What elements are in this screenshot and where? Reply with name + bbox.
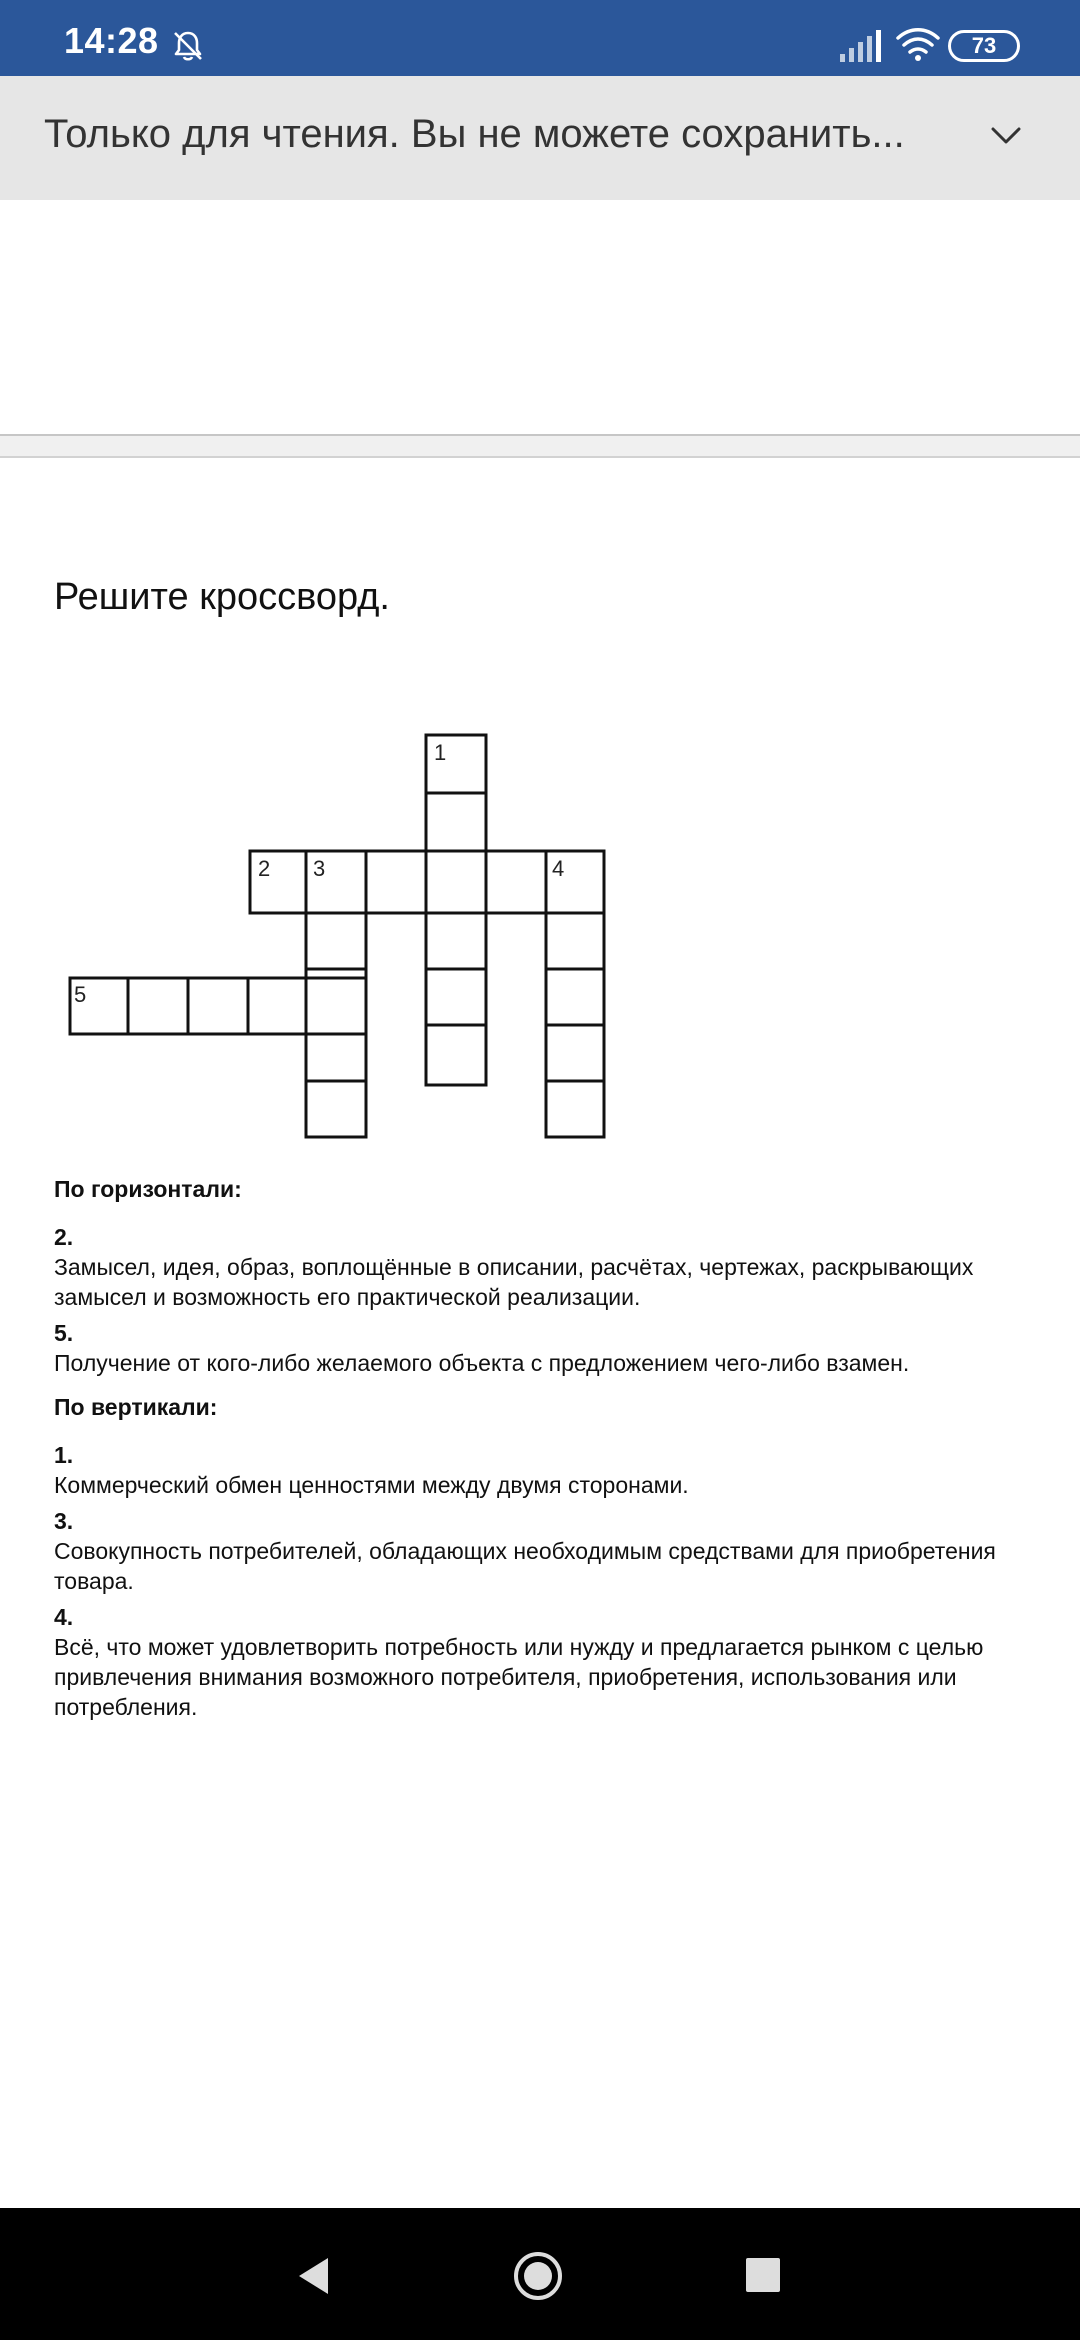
crossword-cell[interactable] <box>426 969 486 1025</box>
across-heading: По горизонтали: <box>54 1176 242 1202</box>
crossword-cell[interactable] <box>426 1025 486 1085</box>
crossword-cell[interactable] <box>188 978 248 1034</box>
crossword-cell[interactable] <box>546 1081 604 1137</box>
clue-text: Совокупность потребителей, обладающих необходимым средствами для приобретения товара. <box>54 1538 996 1594</box>
down-clue-3 <box>54 1506 1034 1596</box>
home-icon[interactable] <box>512 2250 564 2302</box>
across-clue-2 <box>54 1222 1034 1312</box>
crossword-number-4: 4 <box>552 856 565 881</box>
crossword-cell[interactable] <box>248 978 306 1034</box>
crossword-cell[interactable] <box>306 913 366 969</box>
bell-off-icon <box>170 28 206 64</box>
wifi-icon <box>896 26 940 62</box>
clues-section <box>54 1174 1034 1728</box>
clue-number: 5. <box>54 1320 74 1346</box>
status-bar <box>0 0 1080 76</box>
battery-indicator: 73 <box>948 30 1020 62</box>
status-time: 14:28 <box>64 20 159 61</box>
crossword-cell[interactable] <box>546 913 604 969</box>
page-title: Решите кроссворд. <box>54 576 390 618</box>
crossword-cell[interactable] <box>426 851 486 913</box>
clue-text: Всё, что может удовлетворить потребность или нужду и предлагается рынком с целью привлечения внимания возможного потребителя, приобретения, использования или потребления. <box>54 1634 984 1720</box>
crossword-cell[interactable] <box>426 793 486 851</box>
clue-number: 1. <box>54 1442 74 1468</box>
down-heading: По вертикали: <box>54 1394 218 1420</box>
recent-apps-icon[interactable] <box>746 2258 780 2292</box>
crossword-number-2: 2 <box>258 856 271 881</box>
page-separator <box>0 434 1080 458</box>
crossword-number-3: 3 <box>313 856 326 881</box>
clue-number: 3. <box>54 1508 74 1534</box>
read-only-banner[interactable] <box>0 76 1080 200</box>
across-clue-5 <box>54 1318 1034 1378</box>
clue-text: Замысел, идея, образ, воплощённые в описании, расчётах, чертежах, раскрывающих замысел и возможность его практической реализации. <box>54 1254 974 1310</box>
crossword-cells <box>70 735 604 1137</box>
crossword-cell[interactable] <box>546 969 604 1025</box>
crossword-cell[interactable] <box>366 851 426 913</box>
crossword-cell[interactable] <box>306 978 366 1034</box>
crossword-cell[interactable] <box>546 1025 604 1081</box>
crossword-cell[interactable] <box>426 913 486 969</box>
crossword-number-1: 1 <box>434 740 447 765</box>
down-clue-4 <box>54 1602 1034 1722</box>
chevron-down-icon[interactable] <box>988 118 1024 154</box>
down-clue-1 <box>54 1440 1034 1500</box>
clue-text: Коммерческий обмен ценностями между двумя сторонами. <box>54 1472 689 1498</box>
crossword-number-5: 5 <box>74 982 87 1007</box>
clue-number: 4. <box>54 1604 74 1630</box>
crossword-grid <box>0 720 1080 1180</box>
clue-number: 2. <box>54 1224 74 1250</box>
crossword-cell[interactable] <box>486 851 546 913</box>
crossword-cell[interactable] <box>306 1081 366 1137</box>
navigation-bar <box>0 2208 1080 2340</box>
back-icon[interactable] <box>296 2256 332 2296</box>
banner-text: Только для чтения. Вы не можете сохранить... <box>44 112 905 156</box>
crossword-cell[interactable] <box>128 978 188 1034</box>
signal-icon <box>838 28 882 64</box>
clue-text: Получение от кого-либо желаемого объекта с предложением чего-либо взамен. <box>54 1350 910 1376</box>
